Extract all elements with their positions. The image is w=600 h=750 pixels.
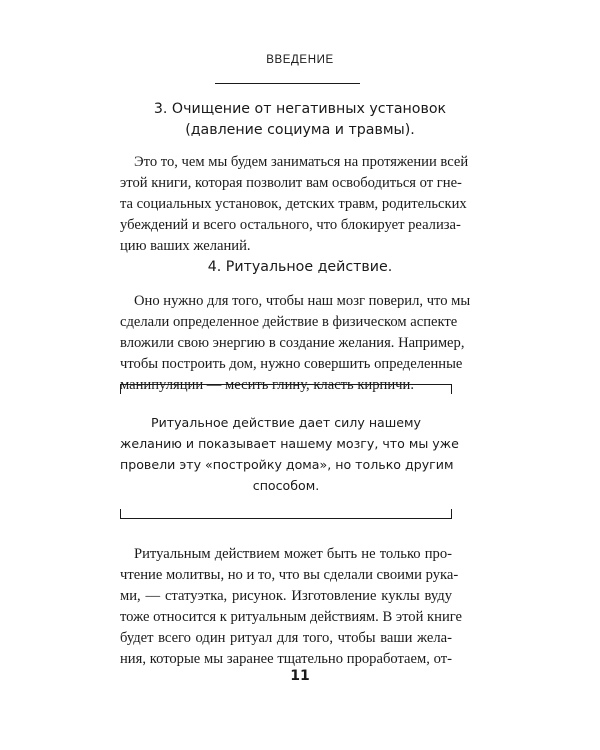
- paragraph-line: будет всего один ритуал для того, чтобы ваши жела-: [120, 630, 452, 646]
- section-3-heading-line: (давление социума и травмы).: [185, 122, 415, 138]
- callout-line: провели эту «постройку дома», но только другим: [120, 457, 454, 472]
- paragraph-line: та социальных установок, детских травм, родительских: [120, 196, 467, 212]
- callout-box: [120, 384, 459, 519]
- paragraph-line: цию ваших желаний.: [120, 238, 251, 254]
- header-rule: [215, 83, 360, 84]
- paragraph-line: ми, — статуэтка, рисунок. Изготовление куклы вуду: [120, 588, 452, 604]
- callout-line: желанию и показывает нашему мозгу, что мы уже: [120, 436, 459, 451]
- paragraph-line: чтение молитвы, но и то, что вы сделали своими рука-: [120, 567, 459, 583]
- paragraph-line: вложили свою энергию в создание желания. Например,: [120, 335, 465, 351]
- section-4-heading-line: 4. Ритуальное действие.: [207, 259, 393, 275]
- closing-paragraph: [120, 544, 463, 670]
- page-number: 11: [290, 668, 310, 684]
- paragraph-line: этой книги, которая позволит вам освободиться от гне-: [120, 175, 462, 191]
- paragraph-line: убеждений и всего остального, что блокирует реализа-: [120, 217, 461, 233]
- section-3-heading: [0, 99, 600, 141]
- callout-bracket-top: [120, 384, 452, 394]
- section-3-paragraph: [120, 152, 469, 257]
- callout-line: Ритуальное действие дает силу нашему: [150, 415, 421, 430]
- running-header: ВВЕДЕНИЕ: [266, 54, 334, 66]
- callout-bracket-bottom: [120, 509, 452, 519]
- paragraph-line: Ритуальным действием может быть не только про-: [134, 546, 452, 562]
- paragraph-line: сделали определенное действие в физическом аспекте: [120, 314, 458, 330]
- section-4-heading: [0, 257, 600, 278]
- paragraph-line: Это то, чем мы будем заниматься на протяжении всей: [134, 154, 469, 170]
- section-3-heading-line: 3. Очищение от негативных установок: [153, 101, 447, 117]
- section-4-paragraph: [120, 291, 471, 396]
- callout-line: способом.: [252, 478, 320, 493]
- paragraph-line: ния, которые мы заранее тщательно проработаем, от-: [120, 651, 452, 667]
- paragraph-line: Оно нужно для того, чтобы наш мозг поверил, что мы: [134, 293, 471, 309]
- paragraph-line: тоже относится к ритуальным действиям. В этой книге: [120, 609, 463, 625]
- callout-text: [120, 412, 459, 496]
- paragraph-line: чтобы построить дом, нужно совершить определенные: [120, 356, 463, 372]
- paragraph-line: манипуляции — месить глину, класть кирпичи.: [120, 377, 414, 393]
